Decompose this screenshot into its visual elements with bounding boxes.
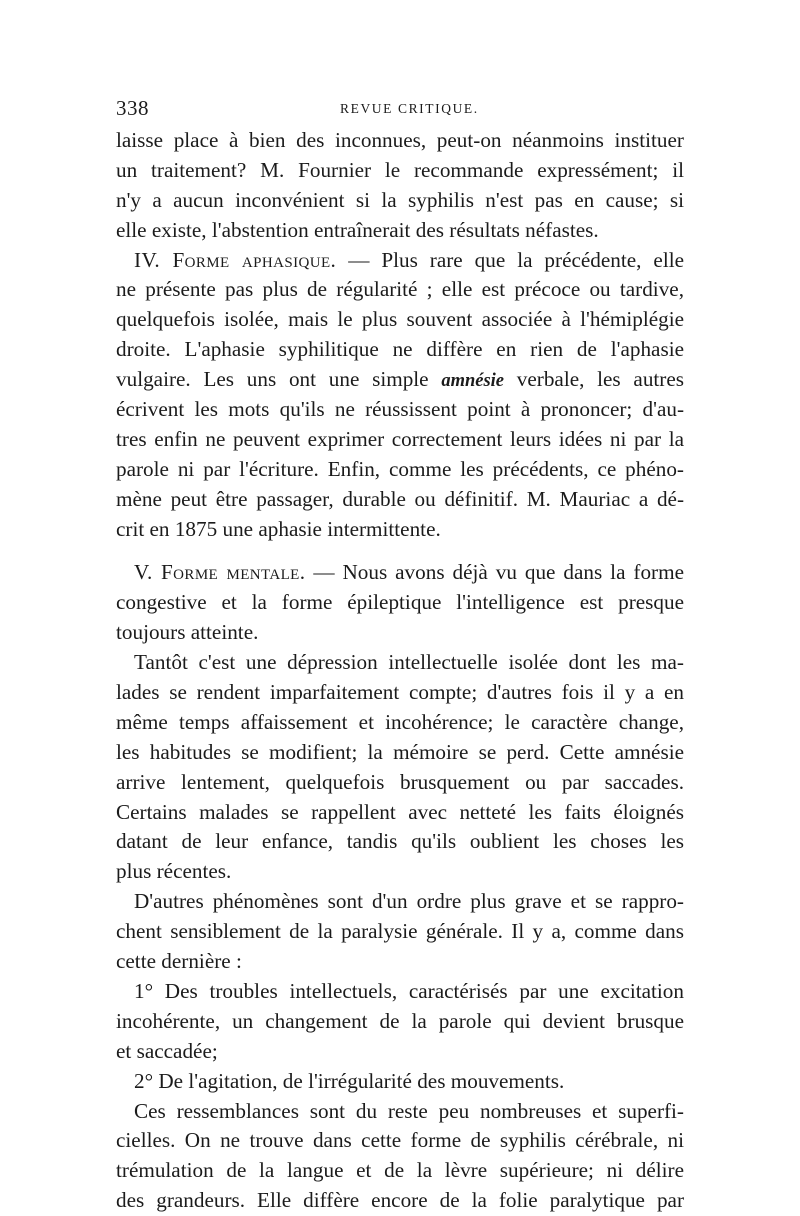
text-span: — Nous avons déjà vu que dans la forme (305, 560, 684, 585)
text-line: et saccadée; (116, 1038, 218, 1063)
text-line (116, 365, 684, 395)
text-line: chent sensiblement de la paralysie générale. Il y a, comme dans (116, 919, 684, 944)
text-line: quelquefois isolée, mais le plus souvent associée à l'hémiplégie (116, 307, 684, 332)
text-line: ne présente pas plus de régularité ; elle est précoce ou tardive, (116, 277, 684, 302)
text-line: cielles. On ne trouve dans cette forme de syphilis cérébrale, ni (116, 1128, 684, 1153)
text-line: 2° De l'agitation, de l'irrégularité des mouvements. (134, 1068, 565, 1093)
text-line: droite. L'aphasie syphilitique ne diffère en rien de l'aphasie (116, 337, 684, 362)
text-line: congestive et la forme épileptique l'intelligence est presque (116, 590, 684, 615)
text-line: Tantôt c'est une dépression intellectuelle isolée dont les ma- (134, 650, 684, 675)
text-line: plus récentes. (116, 859, 232, 884)
text-line: lades se rendent imparfaitement compte; d'autres fois il y a en (116, 680, 684, 705)
running-head: REVUE CRITIQUE. (340, 101, 479, 116)
text-line: arrive lentement, quelquefois brusquement ou par saccades. (116, 769, 684, 794)
text-line: les habitudes se modifient; la mémoire se perd. Cette amnésie (116, 739, 684, 764)
text-line: un traitement? M. Fournier le recommande expressément; il (116, 157, 684, 182)
text-line: toujours atteinte. (116, 620, 259, 645)
emphasis-text: amnésie (441, 371, 505, 392)
section-heading-line (116, 246, 684, 276)
section-heading-line (116, 558, 684, 588)
text-line: n'y a aucun inconvénient si la syphilis n'est pas en cause; si (116, 187, 684, 212)
page-header (116, 96, 688, 126)
text-line: mène peut être passager, durable ou définitif. M. Mauriac a dé- (116, 486, 684, 511)
text-line: trémulation de la langue et de la lèvre supérieure; ni délire (116, 1158, 684, 1183)
section-heading-mentale: V. Forme mentale. (134, 560, 306, 585)
text-line: cette dernière : (116, 949, 242, 974)
text-span: — Plus rare que la précédente, elle (336, 247, 684, 272)
text-span: vulgaire. Les uns ont une simple (116, 367, 442, 392)
text-line: elle existe, l'abstention entraînerait des résultats néfastes. (116, 217, 599, 242)
text-line: Ces ressemblances sont du reste peu nombreuses et superfi- (134, 1098, 684, 1123)
text-line: datant de leur enfance, tandis qu'ils oublient les choses les (116, 829, 684, 854)
text-line: écrivent les mots qu'ils ne réussissent point à prononcer; d'au- (116, 397, 684, 422)
text-span: verbale, les autres (504, 367, 684, 392)
text-line: Certains malades se rappellent avec netteté les faits éloignés (116, 799, 684, 824)
text-line: même temps affaissement et incohérence; le caractère change, (116, 709, 684, 734)
section-heading-aphasique: IV. Forme aphasique. (134, 247, 337, 272)
text-line: laisse place à bien des inconnues, peut-on néanmoins instituer (116, 128, 684, 152)
text-line: des grandeurs. Elle diffère encore de la folie paralytique par (116, 1188, 684, 1213)
page-number: 338 (116, 96, 149, 120)
body-text (116, 126, 684, 1216)
text-line: crit en 1875 une aphasie intermittente. (116, 516, 441, 541)
text-line: tres enfin ne peuvent exprimer correctement leurs idées ni par la (116, 426, 684, 451)
text-line: D'autres phénomènes sont d'un ordre plus grave et se rappro- (134, 889, 684, 914)
text-line: 1° Des troubles intellectuels, caractérisés par une excitation (134, 978, 684, 1003)
text-line: parole ni par l'écriture. Enfin, comme les précédents, ce phéno- (116, 456, 684, 481)
text-line: incohérente, un changement de la parole qui devient brusque (116, 1008, 684, 1033)
